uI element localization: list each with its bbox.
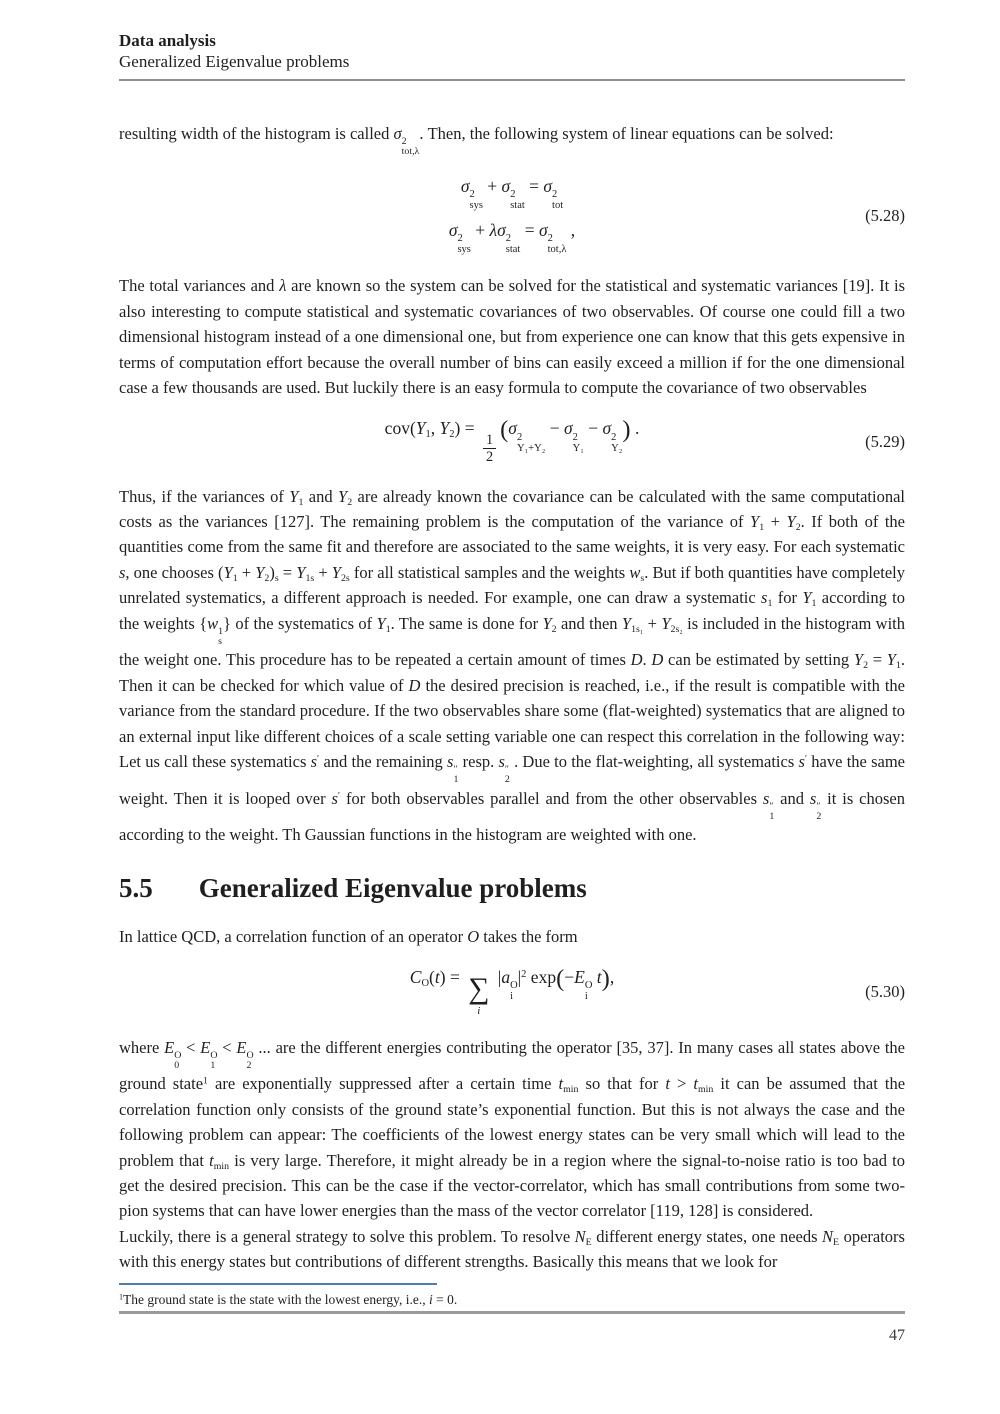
paragraph-systematics: Thus, if the variances of $Y_1$ and $Y_2$ are already known the covariance can be calculated with the same computational costs as the variances [127]. The remaining problem is the computation of the variance of $Y_1 + Y_2$. If both of the quantities come from the same fit and therefore are associated to the same weights, it is very easy. For each systematic s, one chooses $(Y_1 + Y_2)_s = Y_{1s} + Y_{2s}$ for all statistical samples and the weights $w_s$. But if both quantities have completely unrelated systematics, a different approach is needed. For example, one can draw a systematic $s_1$ for $Y_1$ according to the weights {w 1 s } of the systematics of $Y_1$. The same is done for $Y_2$ and then $Y_{1s_1} + Y_{2s_2}$ is included in the histogram with the weight one. This procedure has to be repeated a certain amount of times D. D can be estimated by setting $Y_2 = Y_1$. Then it can be checked for which value of D the desired precision is reached, i.e., if the result is compatible with the variance from the standard procedure. If the two observables share some (flat-weighted) systematics that are aligned to an external input like different choices of a scale setting variable one can respect this correlation in the following way: Let us call these systematics s′ and the remaining s ″ 1 resp. s ″ 2 . Due to the flat-weighting, all systematics s′ have the same weight. Then it is looped over s′ for both observables parallel and from the other observables s ″ 1 and s ″ 2 it is chosen according to the weight. Th Gaussian functions in the histogram are weighted with one.	[119, 486, 906, 845]
footnote-block	[119, 1283, 905, 1309]
footnote-rule	[119, 1283, 437, 1285]
page-footer	[119, 1311, 905, 1345]
header-section-title: Generalized Eigenvalue problems	[119, 52, 350, 71]
page-number: 47	[889, 1327, 905, 1344]
equation-5-30	[119, 967, 905, 1016]
section-title: Generalized Eigenvalue problems	[198, 872, 587, 903]
equation-5-29	[119, 418, 905, 465]
running-header	[119, 30, 905, 81]
paragraph-covariance: The total variances and λ are known so the system can be solved for the statistical and systematic variances [19]. It is also interesting to compute statistical and systematic covariances of two observables. Of course one could fill a two dimensional histogram instead of a one dimensional one, but from experience one can know that this gets expensive in terms of computation effort because the overall number of bins can easily exceed a million if for the one dimensional case a few thousands are used. But luckily there is an easy formula to compute the covariance of two observables	[119, 276, 905, 397]
paragraph-lattice-qcd: In lattice QCD, a correlation function of an operator O takes the form	[119, 926, 578, 946]
section-heading	[119, 872, 905, 904]
paragraph-intro: resulting width of the histogram is called σ 2 tot,λ . Then, the following system of linear equations can be solved:	[119, 124, 834, 158]
equation-tag: (5.29)	[865, 431, 905, 451]
equation-body: $C_O(t)$ = ∑ i |a O i $|^2$ exp(−E O i t),	[409, 965, 615, 1017]
equation-body: $cov(Y_1$, $Y_2$) = $\frac{1}{2}$ (σ 2 Y₁+Y₂ − σ 2 Y₁ − σ 2 Y₂ ) .	[384, 416, 640, 466]
header-chapter-title: Data analysis	[119, 31, 216, 50]
equation-5-28	[119, 176, 905, 256]
paragraph-energies: where E O 0 < E O 1 < E O 2 ... are the different energies contributing the operator [35, 37]. In many cases all states above the ground state$^1$ are exponentially suppressed after a certain time $t_{min}$ so that for $t > t_{min}$ it can be assumed that the correlation function only consists of the ground state’s exponential function. But this is not always the case and the following problem can appear: The coefficients of the lowest energy states can be very small which will lead to the problem that $t_{min}$ is very large. Therefore, it might already be in a region where the signal-to-noise ratio is too bad to get the desired precision. This can be the case if the vector-correlator, which has small contributions from some two-pion systems that can have lower energies than the mass of the vector correlator [119, 128] is considered.	[119, 1037, 906, 1221]
section-number: 5.5	[119, 872, 153, 903]
equation-tag: (5.30)	[865, 981, 905, 1001]
equation-line-2: σ 2 sys + λσ 2 stat = σ 2 tot,λ ,	[448, 220, 576, 256]
equation-line-1: σ 2 sys + σ 2 stat = σ 2 tot	[460, 175, 564, 211]
equation-tag: (5.28)	[865, 205, 905, 225]
footnote-text: $^1$The ground state is the state with the lowest energy, i.e., i = 0.	[119, 1291, 458, 1307]
equation-lines	[449, 176, 575, 256]
paragraph-strategy: Luckily, there is a general strategy to solve this problem. To resolve $N_E$ different energy states, one needs $N_E$ operators with this energy states but contributions of different strengths. Basically this means that we look for	[119, 1226, 905, 1272]
